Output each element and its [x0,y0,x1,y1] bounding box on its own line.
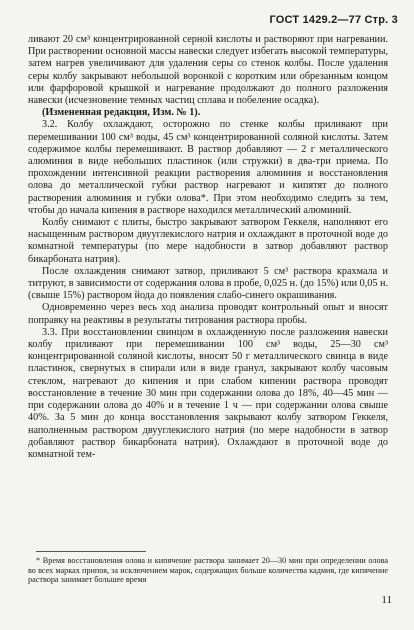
paragraph-flask-removal: Колбу снимают с плиты, быстро закрывают затвором Геккеля, наполняют его насыщенным раствором двууглекислого натрия и охлаждают в проточной воде до комнатной температуры (по мере надобности в затвор добавляют раствор бикарбоната натрия). [28,217,388,265]
paragraph-continuation: ливают 20 см³ концентрированной серной кислоты и растворяют при нагревании. При растворении основной массы навески следует избегать высокой температуры, затем нагрев увеличивают для удаления серы со стенок колбы. После удаления серы колбу закрывают небольшой воронкой с коротким или обрезанным концом или фарфоровой крышкой и нагревание продолжают до полного разложения навески (исчезновение темных частиц сплава и побеление осадка). [28,34,388,107]
page-number: 11 [381,594,392,606]
paragraph-titration: После охлаждения снимают затвор, приливают 5 см³ раствора крахмала и титруют, в зависимости от содержания олова в пробе, 0,025 н. (до 15%) или 0,05 н. (свыше 15%) раствором йода до появления слабо-синего окрашивания. [28,265,388,302]
paragraph-3-3: 3.3. При восстановлении свинцом в охлажденную после разложения навески колбу приливают при перемешивании 100 см³ воды, 25—30 см³ концентрированной соляной кислоты, вносят 50 г металлического свинца в виде пластинок, свернутых в спирали или в виде гранул, закрывают колбу часовым стеклом, нагревают до кипения и при слабом кипении раствора проводят восстановление в течение 30 мин при содержании олова до 18%, 40—45 мин — при содержании олова до 40% и в течение 1 ч — при содержании олова свыше 40%. За 5 мин до конца восстановления закрывают колбу затвором Геккеля, наполненным раствором двууглекислого натрия (по мере надобности в затвор добавляют раствор бикарбоната натрия). Охлаждают в проточной воде до комнатной тем- [28,326,388,460]
body-text [28,34,388,461]
paragraph-3-2: 3.2. Колбу охлаждают, осторожно по стенке колбы приливают при перемешивании 100 см³ воды, 45 см³ концентрированной соляной кислоты. Затем содержимое колбы перемешивают. В раствор добавляют — 2 г металлического алюминия в виде небольших пластинок (или стружки) в два-три приема. По прохождении интенсивной реакции растворения алюминия и восстановления олова до металлической губки раствор нагревают и кипятят до полного растворения алюминия и губки олова*. При этом необходимо следить за тем, чтобы до начала кипения в растворе находился металлический алюминий. [28,119,388,216]
paragraph-control-test: Одновременно через весь ход анализа проводят контрольный опыт и вносят поправку на реактивы в результаты титрования раствора пробы. [28,302,388,326]
page-header: ГОСТ 1429.2—77 Стр. 3 [269,14,398,26]
footnote-text: * Время восстановления олова и кипячение раствора занимает 20—30 мин при определении олова во всех марках припоя, за исключением марок, содержащих больше количества кадмия, где кипячение раствора занимает большее время [28,556,388,585]
footnote-divider [36,551,146,552]
footnote [28,556,388,585]
amendment-note: (Измененная редакция, Изм. № 1). [42,107,201,119]
